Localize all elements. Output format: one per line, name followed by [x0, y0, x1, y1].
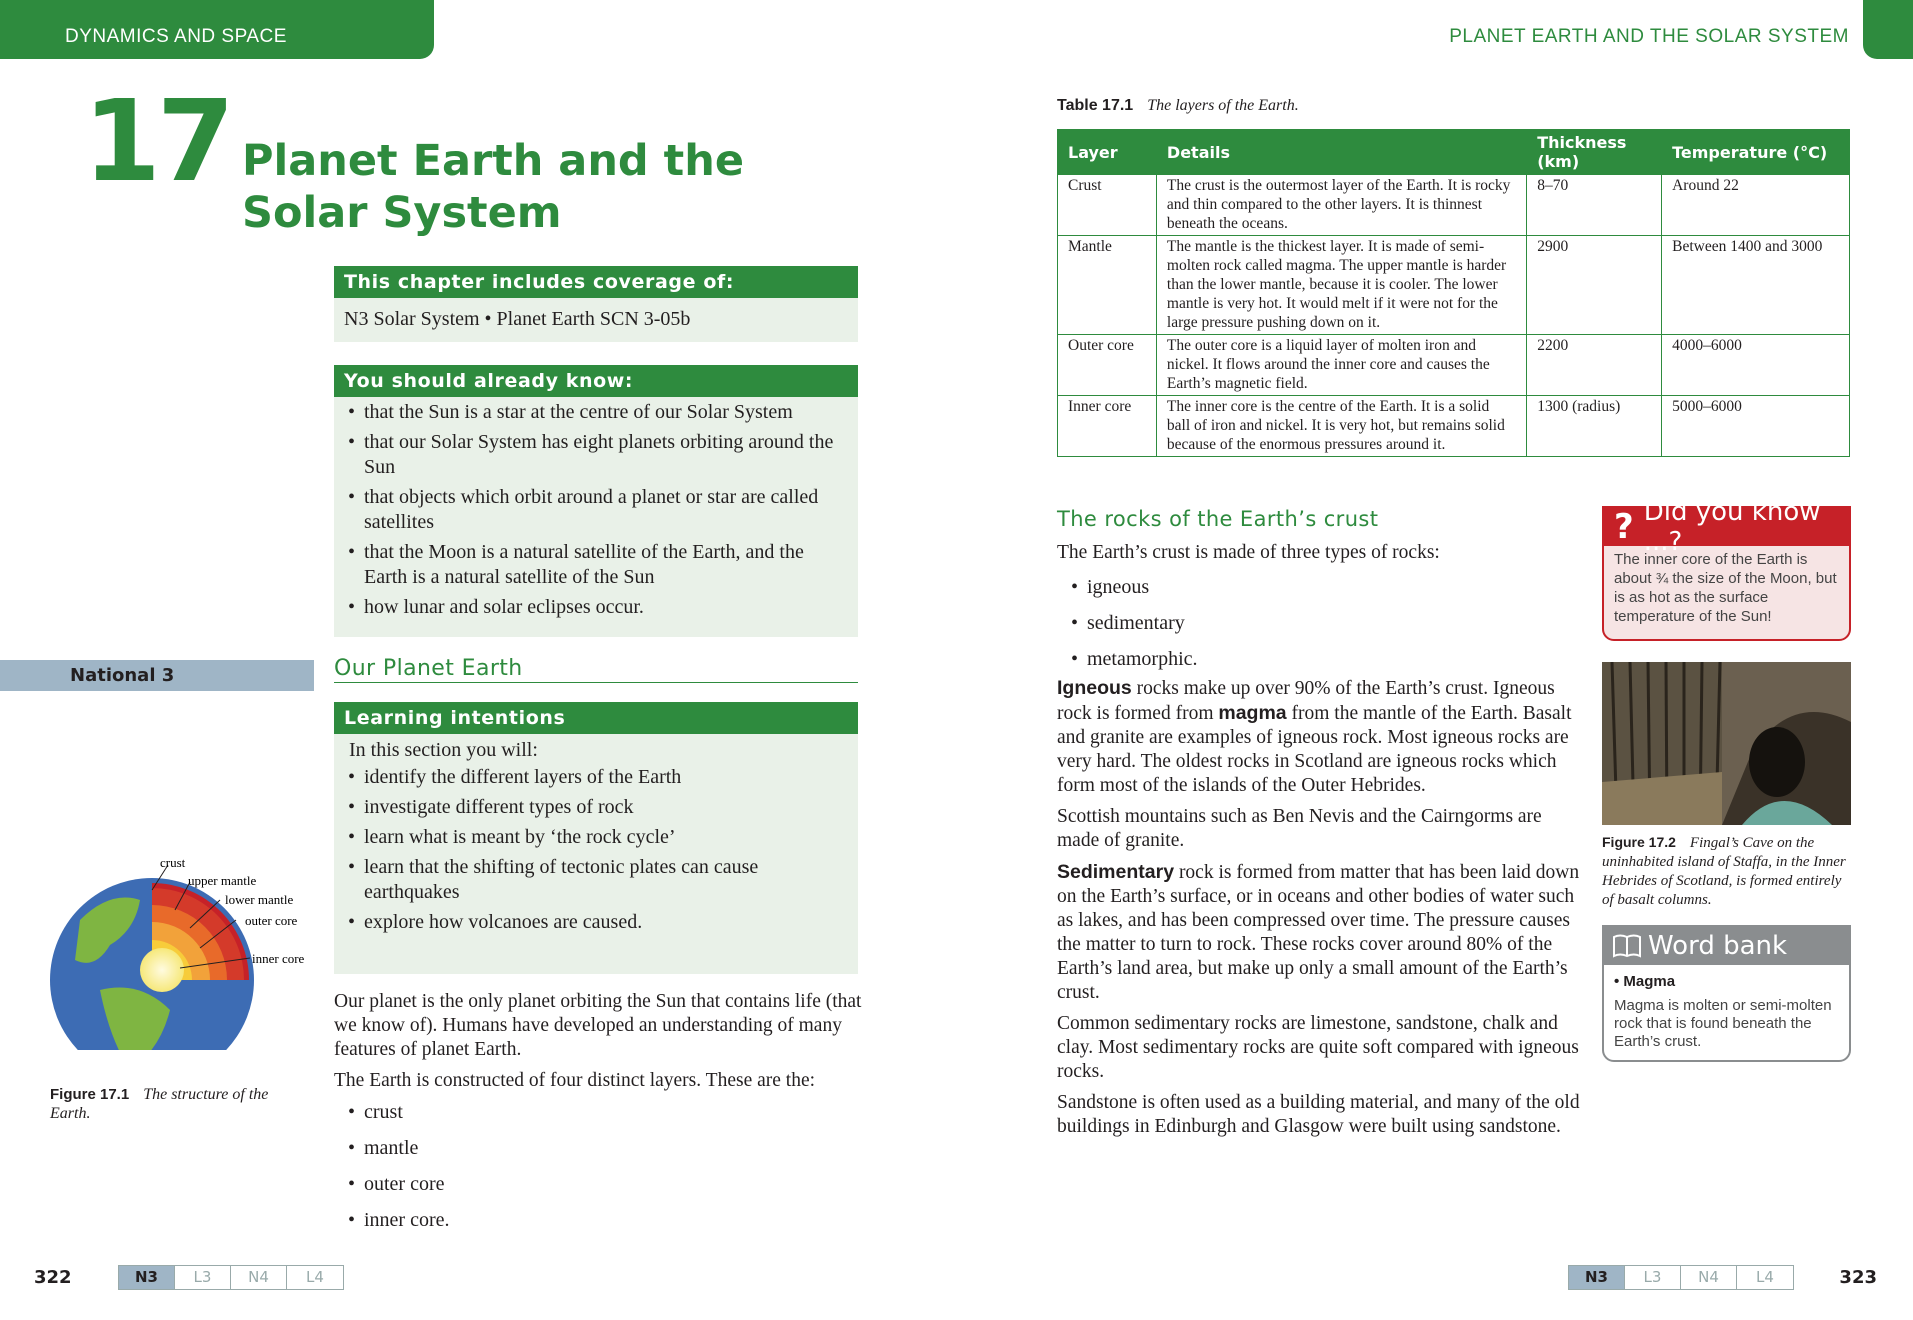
- table-cell: Crust: [1058, 175, 1157, 236]
- list-item: • that our Solar System has eight planets orbiting around the Sun: [334, 430, 848, 480]
- table-cell: The crust is the outermost layer of the Earth. It is rocky and thin compared to the other layers. It is thinnest beneath the oceans.: [1156, 175, 1526, 236]
- earth-layers-table: [1057, 129, 1850, 457]
- page-number-left: 322: [34, 1267, 72, 1288]
- list-item: • mantle: [334, 1136, 864, 1161]
- earth-layers-list: [334, 1100, 864, 1233]
- level-l3: L3: [175, 1266, 231, 1289]
- word-bank-definition: Magma is molten or semi-molten rock that is found beneath the Earth’s crust.: [1614, 997, 1832, 1050]
- level-n4: N4: [1681, 1266, 1737, 1289]
- table-row: [1058, 396, 1850, 457]
- coverage-text: N3 Solar System • Planet Earth SCN 3-05b: [344, 308, 691, 330]
- list-item: • explore how volcanoes are caused.: [334, 910, 848, 935]
- list-item: • inner core.: [334, 1208, 864, 1233]
- table-cell: The outer core is a liquid layer of molten iron and nickel. It flows around the inner core and causes the Earth’s magnetic field.: [1156, 335, 1526, 396]
- list-item: • that objects which orbit around a planet or star are called satellites: [334, 485, 848, 535]
- table-number: Table 17.1: [1057, 97, 1134, 114]
- figure1-label-crust: crust: [160, 855, 186, 870]
- question-mark-icon: ?: [1614, 507, 1634, 547]
- word-bank-term: • Magma: [1614, 973, 1676, 990]
- table-cell: 5000–6000: [1662, 396, 1850, 457]
- list-item: • learn that the shifting of tectonic plates can cause earthquakes: [334, 855, 848, 905]
- figure1-caption-text: The structure of the Earth.: [50, 1086, 269, 1122]
- table-cell: Between 1400 and 3000: [1662, 236, 1850, 335]
- list-item: • learn what is meant by ‘the rock cycle’: [334, 825, 848, 850]
- list-item: • that the Sun is a star at the centre of our Solar System: [334, 400, 848, 425]
- table-caption-text: The layers of the Earth.: [1147, 97, 1299, 114]
- learning-intro: In this section you will:: [349, 739, 538, 761]
- table-cell: 1300 (radius): [1527, 396, 1662, 457]
- paragraph: Scottish mountains such as Ben Nevis and the Cairngorms are made of granite.: [1057, 806, 1542, 851]
- term-sedimentary: Sedimentary: [1057, 861, 1175, 883]
- figure1-label-lower-mantle: lower mantle: [225, 892, 294, 907]
- word-bank-header: [1604, 927, 1849, 965]
- inner-core-layer: [140, 948, 184, 992]
- paragraph-igneous: [1057, 676, 1587, 798]
- book-icon: [1612, 933, 1642, 959]
- section-heading-our-planet: Our Planet Earth: [334, 656, 858, 683]
- section-tab-right: [1863, 0, 1913, 59]
- table-cell: 4000–6000: [1662, 335, 1850, 396]
- level-l3: L3: [1625, 1266, 1681, 1289]
- table-cell: 8–70: [1527, 175, 1662, 236]
- figure1-label-inner-core: inner core: [252, 951, 305, 966]
- list-item: • investigate different types of rock: [334, 795, 848, 820]
- section-tab-right-label: PLANET EARTH AND THE SOLAR SYSTEM: [1449, 26, 1849, 47]
- paragraph: Sandstone is often used as a building material, and many of the old buildings in Edinburgh and Glasgow were built using sandstone.: [1057, 1092, 1580, 1137]
- table-header: Thickness (km): [1527, 130, 1662, 175]
- list-item: • identify the different layers of the Earth: [334, 765, 848, 790]
- list-item: • metamorphic.: [1057, 647, 1587, 672]
- paragraph: Our planet is the only planet orbiting the Sun that contains life (that we know of). Humans have developed an understanding of many features of planet Earth.: [334, 991, 862, 1060]
- figure1-label-upper-mantle: upper mantle: [188, 873, 257, 888]
- table-row: [1058, 335, 1850, 396]
- figure1-number: Figure 17.1: [50, 1086, 130, 1103]
- word-bank-heading: Word bank: [1648, 931, 1788, 961]
- list-item: • that the Moon is a natural satellite of the Earth, and the Earth is a natural satellite of the Sun: [334, 540, 848, 590]
- section-tab-left-label: DYNAMICS AND SPACE: [65, 26, 287, 47]
- term-igneous: Igneous: [1057, 677, 1132, 699]
- figure2-caption: [1602, 833, 1852, 910]
- level-l4: L4: [1756, 1268, 1774, 1286]
- coverage-heading: This chapter includes coverage of:: [334, 266, 858, 298]
- figure1-label-outer-core: outer core: [245, 913, 298, 928]
- level-n4: N4: [231, 1266, 287, 1289]
- list-item: • igneous: [1057, 575, 1587, 600]
- paragraph: The Earth’s crust is made of three types of rocks:: [1057, 542, 1440, 563]
- figure2-number: Figure 17.2: [1602, 834, 1676, 850]
- section-tab-left: [0, 0, 434, 59]
- learning-intentions-box: [334, 702, 858, 974]
- did-you-know-header: [1604, 497, 1849, 557]
- section-heading-rocks: The rocks of the Earth’s crust: [1057, 507, 1379, 531]
- level-n3: N3: [1569, 1266, 1625, 1289]
- table-caption: [1057, 97, 1299, 115]
- fingals-cave-photo: [1602, 662, 1851, 825]
- did-you-know-box: [1602, 497, 1851, 641]
- chapter-title: Planet Earth and the Solar System: [242, 136, 745, 238]
- left-body: [334, 990, 864, 1244]
- paragraph-text: rocks make up over 90% of the Earth’s crust. Igneous rock is formed from: [1057, 678, 1555, 724]
- paragraph-text: rock is formed from matter that has been laid down on the Earth’s surface, or in oceans and other bodies of water such as lakes, and has been compressed over time. The pressure causes the matter to turn to rock. These rocks cover around 80% of the Earth’s land area, but make up only a small amount of the Earth’s crust.: [1057, 862, 1580, 1003]
- list-item: • sedimentary: [1057, 611, 1587, 636]
- already-know-list: [334, 397, 858, 620]
- figure2-caption-text: Fingal’s Cave on the uninhabited island of Staffa, in the Inner Hebrides of Scotland, is formed entirely of basalt columns.: [1602, 835, 1846, 908]
- table-cell: Outer core: [1058, 335, 1157, 396]
- table-cell: 2900: [1527, 236, 1662, 335]
- figure1-caption: [50, 1085, 300, 1123]
- table-cell: 2200: [1527, 335, 1662, 396]
- word-bank-body: [1604, 965, 1849, 1059]
- term-magma: magma: [1218, 702, 1287, 724]
- rocks-body: [1057, 541, 1587, 1146]
- already-know-box: [334, 365, 858, 637]
- list-item: • outer core: [334, 1172, 864, 1197]
- list-item: • how lunar and solar eclipses occur.: [334, 595, 848, 620]
- did-you-know-heading: Did you know ...?: [1643, 497, 1821, 557]
- paragraph-text: from the mantle of the Earth. Basalt and granite are examples of igneous rock. Most igneous rocks are very hard. The oldest rocks in Scotland are igneous rocks which form most of the islands of the Outer Hebrides.: [1057, 703, 1572, 796]
- level-n3: N3: [119, 1266, 175, 1289]
- table-row: [1058, 175, 1850, 236]
- table-cell: Mantle: [1058, 236, 1157, 335]
- table-header: Layer: [1058, 130, 1157, 175]
- learning-heading: Learning intentions: [334, 702, 858, 734]
- level-tag: National 3: [0, 660, 314, 691]
- page-number-right: 323: [1839, 1267, 1877, 1288]
- rock-types-list: [1057, 575, 1587, 672]
- paragraph: The Earth is constructed of four distinct layers. These are the:: [334, 1070, 816, 1091]
- table-cell: The inner core is the centre of the Earth. It is a solid ball of iron and nickel. It is very hot, but remains solid because of the enormous pressures around it.: [1156, 396, 1526, 457]
- table-cell: Around 22: [1662, 175, 1850, 236]
- level-l4: L4: [306, 1268, 324, 1286]
- level-indicator-left: [118, 1265, 344, 1290]
- table-header: Temperature (°C): [1662, 130, 1850, 175]
- table-cell: Inner core: [1058, 396, 1157, 457]
- paragraph-sedimentary: [1057, 860, 1587, 1005]
- learning-list: [334, 765, 858, 935]
- table-cell: The mantle is the thickest layer. It is made of semi-molten rock called magma. The upper mantle is harder than the lower mantle, because it is cooler. The lower mantle is very hot. It would melt if it were not for the large pressure pushing down on it.: [1156, 236, 1526, 335]
- did-you-know-text: The inner core of the Earth is about ¾ the size of the Moon, but is as hot as the surface temperature of the Sun!: [1614, 551, 1837, 625]
- already-know-heading: You should already know:: [334, 365, 858, 397]
- level-indicator-right: [1568, 1265, 1794, 1290]
- paragraph: Common sedimentary rocks are limestone, sandstone, chalk and clay. Most sedimentary rocks are quite soft compared with igneous rocks.: [1057, 1013, 1579, 1082]
- coverage-box: [334, 266, 858, 342]
- list-item: • crust: [334, 1100, 864, 1125]
- table-header: Details: [1156, 130, 1526, 175]
- table-header-row: [1058, 130, 1850, 175]
- word-bank-box: [1602, 925, 1851, 1062]
- table-row: [1058, 236, 1850, 335]
- earth-structure-diagram: [40, 850, 320, 1050]
- chapter-number: 17: [83, 77, 231, 207]
